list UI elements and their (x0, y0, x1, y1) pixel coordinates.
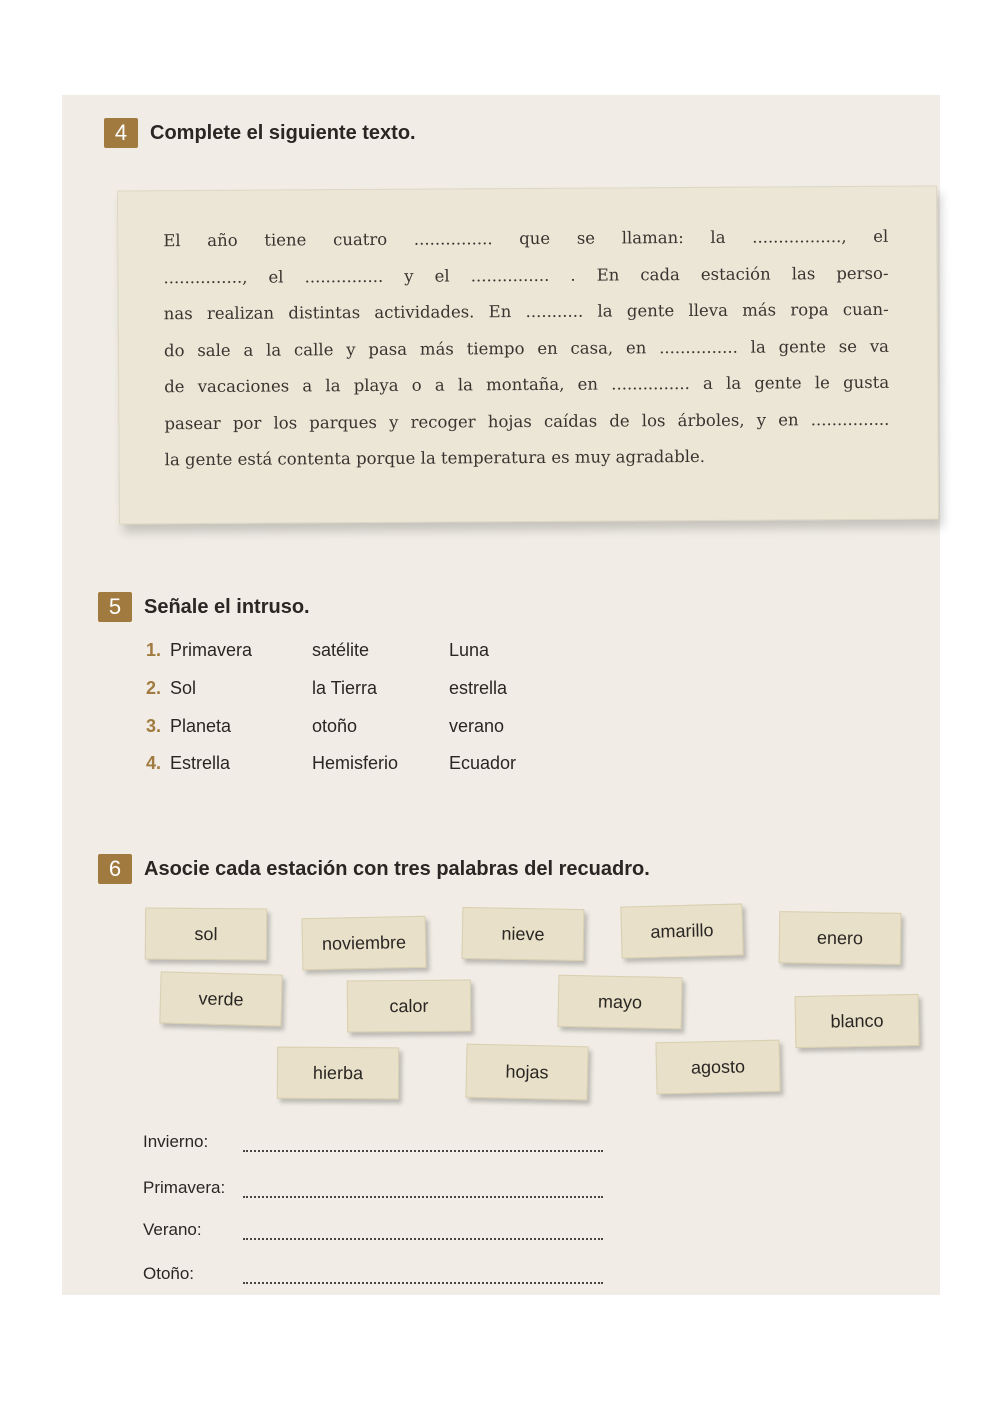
row-number: 4. (146, 753, 162, 773)
word-card-noviembre[interactable]: noviembre (301, 916, 426, 971)
text-line-7: la gente está contenta porque la temperatura es muy agradable. (164, 446, 706, 470)
word-option[interactable]: Hemisferio (312, 753, 399, 773)
word-option[interactable]: Sol (170, 678, 197, 698)
exercise-5-title: Señale el intruso. (144, 595, 310, 618)
exercise-4-title: Complete el siguiente texto. (150, 121, 416, 144)
word-card-sol[interactable]: sol (145, 907, 267, 960)
word-card-verde[interactable]: verde (159, 971, 282, 1026)
exercise-6-number: 6 (98, 854, 132, 884)
text-line-4: do sale a la calle y pasa más tiempo en casa, en ............... la gente se va (163, 336, 890, 360)
text-line-3: nas realizan distintas actividades. En ........... la gente lleva más ropa cuan- (163, 299, 889, 324)
text-line-2: ..............., el ............... y el ............... . En cada estación las perso- (163, 263, 889, 287)
word-card-agosto[interactable]: agosto (655, 1040, 780, 1095)
word-card-mayo[interactable]: mayo (557, 975, 682, 1030)
exercise-5-header (98, 592, 310, 622)
word-card-amarillo[interactable]: amarillo (620, 903, 743, 958)
season-label: Otoño: (143, 1264, 195, 1283)
answer-blank[interactable] (243, 1150, 603, 1152)
word-option[interactable]: la Tierra (312, 678, 378, 698)
word-card-calor[interactable]: calor (347, 979, 471, 1032)
word-option[interactable]: Luna (449, 640, 490, 660)
season-label: Primavera: (143, 1178, 226, 1197)
word-card-blanco[interactable]: blanco (795, 994, 920, 1048)
exercise-4-number: 4 (104, 118, 138, 148)
text-paper-note (117, 185, 939, 524)
word-option[interactable]: Primavera (170, 640, 253, 660)
word-option[interactable]: verano (449, 716, 505, 736)
season-label: Verano: (143, 1220, 202, 1239)
row-number: 3. (146, 716, 162, 736)
text-line-6: pasear por los parques y recoger hojas caídas de los árboles, y en ............... (164, 409, 890, 433)
word-card-nieve[interactable]: nieve (462, 907, 585, 961)
exercise-6-header (98, 854, 650, 884)
text-line-5: de vacaciones a la playa o a la montaña, en ............... a la gente le gusta (164, 372, 890, 397)
exercise-5-number: 5 (98, 592, 132, 622)
answer-blank[interactable] (243, 1196, 603, 1198)
row-number: 2. (146, 678, 162, 698)
row-number: 1. (146, 640, 162, 660)
word-card-enero[interactable]: enero (779, 911, 902, 965)
exercise-4-header (104, 118, 416, 148)
word-card-hojas[interactable]: hojas (465, 1044, 588, 1101)
word-option[interactable]: Estrella (170, 753, 231, 773)
answer-blank[interactable] (243, 1282, 603, 1284)
exercise-6-title: Asocie cada estación con tres palabras del recuadro. (144, 857, 650, 880)
season-label: Invierno: (143, 1132, 209, 1151)
word-option[interactable]: Planeta (170, 716, 232, 736)
word-option[interactable]: estrella (449, 678, 508, 698)
word-option[interactable]: Ecuador (449, 753, 517, 773)
answer-blank[interactable] (243, 1238, 603, 1240)
text-line-1: El año tiene cuatro ............... que se llaman: la ................., el (163, 226, 889, 251)
word-card-hierba[interactable]: hierba (277, 1047, 399, 1100)
word-option[interactable]: satélite (312, 640, 370, 660)
word-option[interactable]: otoño (312, 716, 358, 736)
fill-in-text (163, 219, 890, 479)
